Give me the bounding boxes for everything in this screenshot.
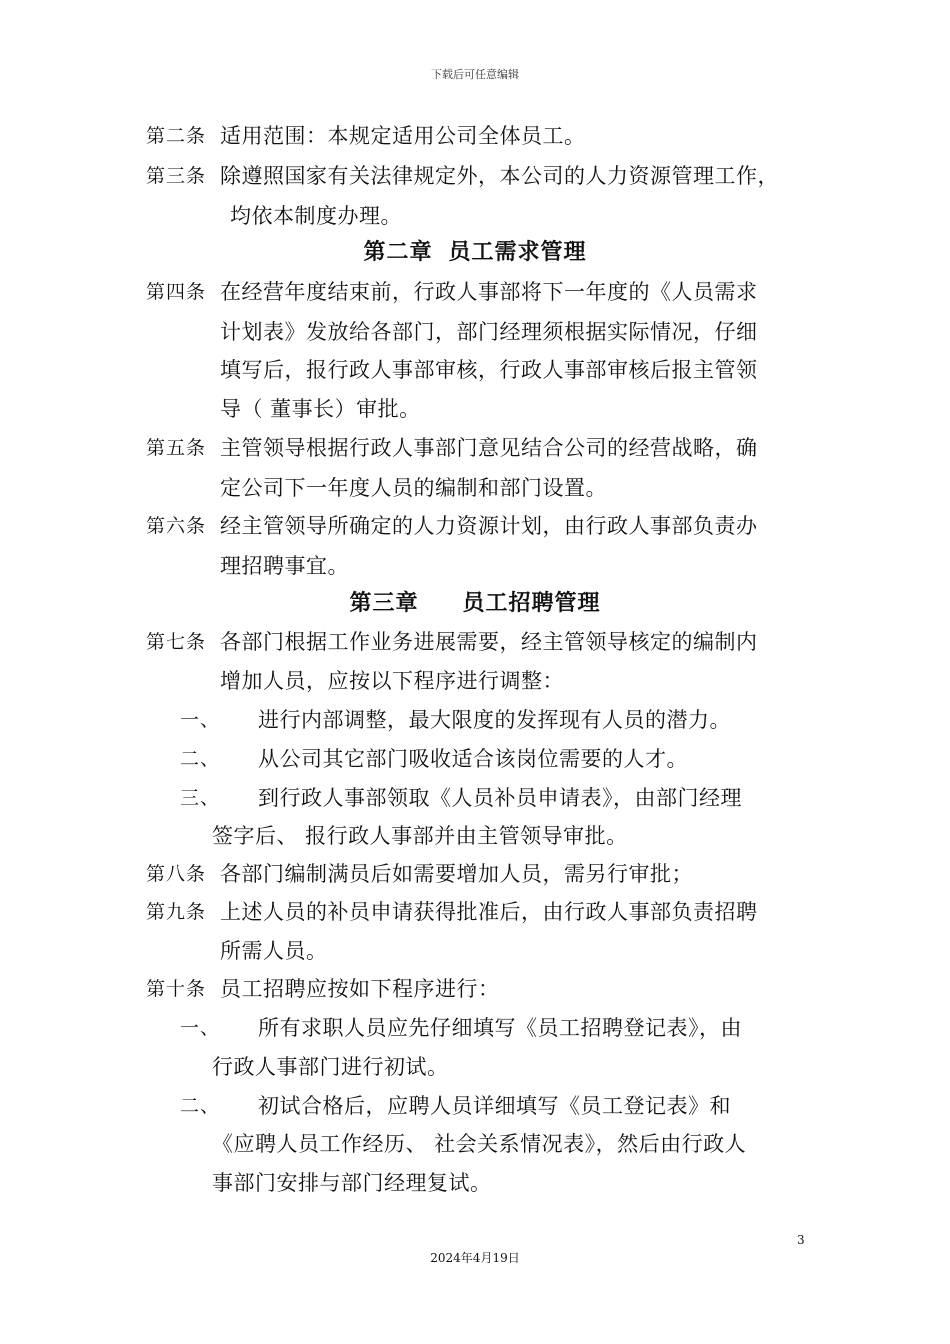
article-10-item-1-text-1: 所有求职人员应先仔细填写《员工招聘登记表》，由 (258, 1016, 742, 1040)
article-2-label: 第二条 (146, 125, 207, 147)
article-10-item-2-text-1: 初试合格后，应聘人员详细填写《员工登记表》和 (258, 1094, 731, 1118)
article-4-text-4: 导（ 董事长）审批。 (220, 397, 421, 421)
chapter-2-heading (0, 238, 950, 268)
article-7-item-2-text: 从公司其它部门吸收适合该岗位需要的人才。 (258, 747, 688, 771)
article-5-label: 第五条 (146, 437, 207, 459)
chapter-3-title: 员工招聘管理 (462, 591, 601, 616)
article-4-label: 第四条 (146, 281, 207, 303)
chapter-3-number: 第三章 (349, 591, 419, 616)
article-9-text-1: 上述人员的补员申请获得批准后，由行政人事部负责招聘 (220, 900, 758, 924)
article-9-label: 第九条 (146, 901, 207, 923)
article-4-text-1: 在经营年度结束前，行政人事部将下一年度的《人员需求 (220, 280, 758, 304)
article-10-item-2-text-3: 事部门安排与部门经理复试。 (212, 1171, 492, 1195)
article-10-label: 第十条 (146, 978, 207, 1000)
article-10-text: 员工招聘应按如下程序进行： (220, 977, 500, 1001)
article-3-label: 第三条 (146, 165, 207, 187)
article-4-text-3: 填写后，报行政人事部审核，行政人事部审核后报主管领 (220, 358, 758, 382)
article-7-item-2-marker: 二、 (180, 748, 221, 770)
article-7-item-1-marker: 一、 (180, 709, 221, 731)
article-7-item-1-text: 进行内部调整，最大限度的发挥现有人员的潜力。 (258, 708, 731, 732)
article-5-text-1: 主管领导根据行政人事部门意见结合公司的经营战略，确 (220, 436, 758, 460)
article-10-item-2-text-2: 《应聘人员工作经历、 社会关系情况表》，然后由行政人 (212, 1132, 747, 1156)
chapter-2-number: 第二章 (363, 240, 433, 265)
article-7-item-3-text-1: 到行政人事部领取《人员补员申请表》，由部门经理 (258, 786, 742, 810)
page-header: 下载后可任意编辑 (431, 68, 519, 81)
article-6-label: 第六条 (146, 515, 207, 537)
article-7-text-2: 增加人员，应按以下程序进行调整： (220, 669, 564, 693)
article-9-text-2: 所需人员。 (220, 939, 328, 963)
article-7-label: 第七条 (146, 631, 207, 653)
article-10-item-1-text-2: 行政人事部门进行初试。 (212, 1055, 449, 1079)
article-5-text-2: 定公司下一年度人员的编制和部门设置。 (220, 476, 607, 500)
article-8-text: 各部门编制满员后如需要增加人员，需另行审批； (220, 862, 693, 886)
article-3-text-2: 均依本制度办理。 (230, 204, 402, 228)
article-4-text-2: 计划表》发放给各部门，部门经理须根据实际情况，仔细 (220, 320, 758, 344)
chapter-2-title: 员工需求管理 (448, 240, 587, 265)
article-10-item-2-marker: 二、 (180, 1095, 221, 1117)
article-2-text: 适用范围：本规定适用公司全体员工。 (220, 124, 586, 148)
article-7-text-1: 各部门根据工作业务进展需要，经主管领导核定的编制内 (220, 630, 758, 654)
article-6-text-1: 经主管领导所确定的人力资源计划，由行政人事部负责办 (220, 514, 758, 538)
article-7-item-3-marker: 三、 (180, 787, 221, 809)
chapter-3-heading (0, 589, 950, 619)
page-number: 3 (797, 1233, 805, 1247)
article-3-text-1: 除遵照国家有关法律规定外，本公司的人力资源管理工作， (220, 164, 779, 188)
page-footer-date: 2024年4月19日 (430, 1251, 520, 1265)
article-6-text-2: 理招聘事宜。 (220, 554, 349, 578)
article-8-label: 第八条 (146, 863, 207, 885)
article-7-item-3-text-2: 签字后、 报行政人事部并由主管领导审批。 (212, 824, 628, 848)
article-10-item-1-marker: 一、 (180, 1017, 221, 1039)
